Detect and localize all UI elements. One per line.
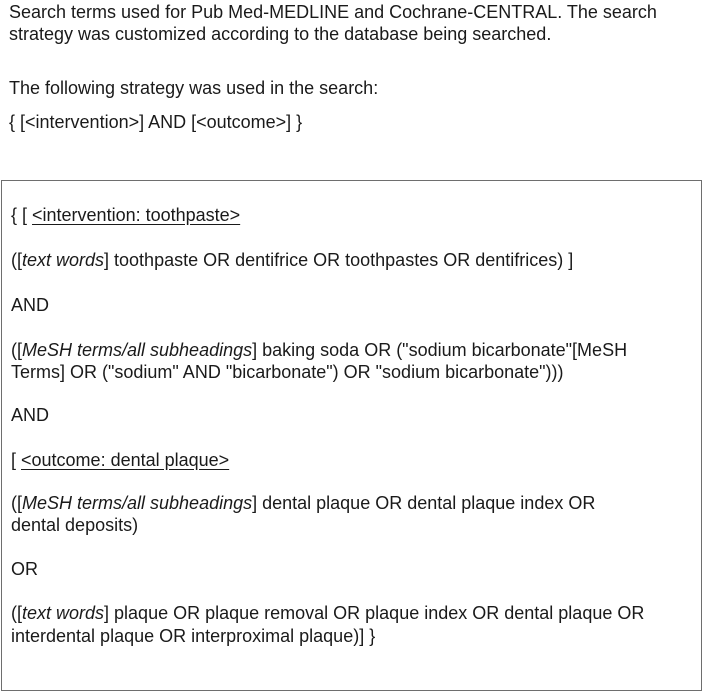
or-operator: OR: [11, 559, 38, 579]
mesh-baking-soda-line-2: Terms] OR ("sodium" AND "bicarbonate") OR "sodium bicarbonate"))): [11, 362, 564, 382]
intro-line-1: Search terms used for Pub Med-MEDLINE and Cochrane-CENTRAL. The search: [9, 2, 657, 22]
intro-line-2: strategy was customized according to the database being searched.: [9, 24, 552, 44]
outcome-label: <outcome: dental plaque>: [21, 450, 230, 470]
text-words-toothpaste: [11, 248, 573, 272]
text-words-plaque-line-2: interdental plaque OR interproximal plaque)] }: [11, 626, 376, 646]
mesh1-open: ([: [11, 340, 22, 360]
mesh-dental-plaque: [11, 491, 595, 515]
mesh-baking-soda: [11, 338, 627, 362]
text-words-plaque: [11, 601, 644, 625]
intro-line-3: The following strategy was used in the search:: [9, 78, 379, 98]
tw1-tag: text words: [22, 250, 105, 270]
mesh-dental-plaque-line-2: dental deposits): [11, 515, 139, 535]
tw2-rest: ] plaque OR plaque removal OR plaque index OR dental plaque OR: [104, 603, 645, 623]
mesh2-open: ([: [11, 493, 22, 513]
intervention-label: <intervention: toothpaste>: [32, 205, 241, 225]
mesh1-rest: ] baking soda OR ("sodium bicarbonate"[MeSH: [252, 340, 628, 360]
mesh2-tag: MeSH terms/all subheadings: [22, 493, 253, 513]
tw2-tag: text words: [22, 603, 105, 623]
tw1-open: ([: [11, 250, 22, 270]
outcome-prefix: [: [11, 450, 22, 470]
outcome-heading: [11, 448, 229, 472]
intervention-prefix: { [: [11, 205, 33, 225]
mesh2-rest: ] dental plaque OR dental plaque index OR: [252, 493, 596, 513]
search-strategy-box: [1, 180, 702, 691]
tw1-rest: ] toothpaste OR dentifrice OR toothpastes OR dentifrices) ]: [104, 250, 574, 270]
mesh1-tag: MeSH terms/all subheadings: [22, 340, 253, 360]
and-operator-2: AND: [11, 405, 50, 425]
search-formula: { [<intervention>] AND [<outcome>] }: [9, 112, 303, 132]
intervention-heading: [11, 203, 240, 227]
and-operator-1: AND: [11, 295, 50, 315]
tw2-open: ([: [11, 603, 22, 623]
